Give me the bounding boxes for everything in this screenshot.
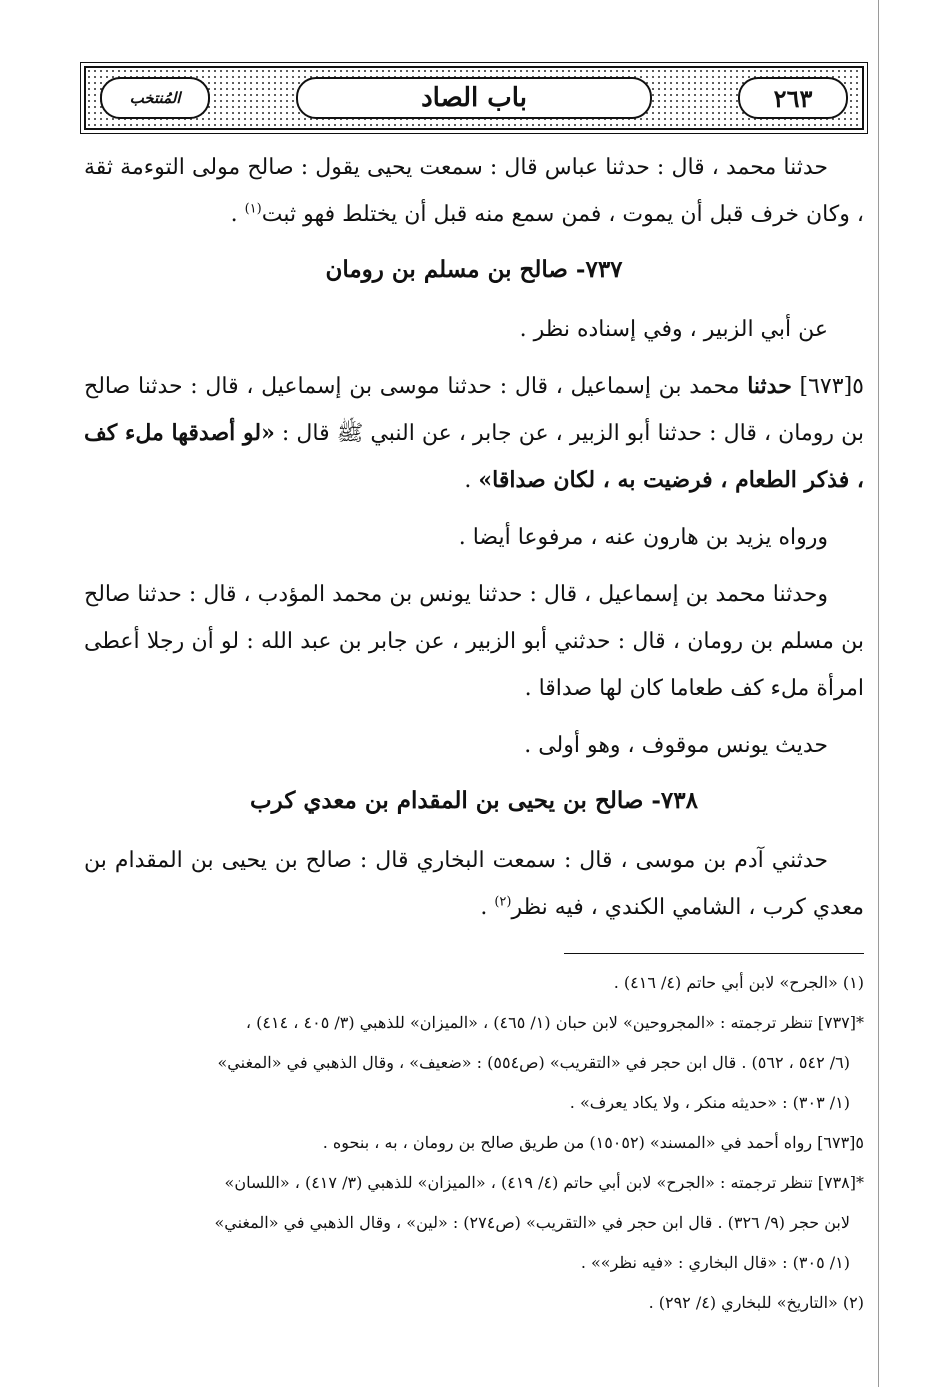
footnote-separator	[564, 953, 864, 954]
footnote-738-line-1: *[٧٣٨] تنظر ترجمته : «الجرح» لابن أبي حاتم (٤/ ٤١٩) ، «الميزان» للذهبي (٣/ ٤١٧) ، «اللسان»	[224, 1173, 864, 1192]
publisher-logo	[100, 77, 210, 119]
footnote-1: (١) «الجرح» لابن أبي حاتم (٤/ ٤١٦) .	[613, 973, 864, 992]
hadith-end: .	[464, 468, 472, 493]
paragraph-5: وحدثنا محمد بن إسماعيل ، قال : حدثنا يونس بن محمد المؤدب ، قال : حدثنا صالح بن مسلم بن رومان ، قال : حدثني أبو الزبير ، عن جابر بن عبد الله : لو أن رجلا أعطى امرأة ملء كف طعاما كان لها صداقا .	[84, 582, 864, 701]
paragraph-1: حدثنا محمد ، قال : حدثنا عباس قال : سمعت يحيى يقول : صالح مولى التوءمة ثقة ، وكان خرف قبل أن يموت ، فمن سمع منه قبل أن يختلط فهو ثبت$^{(١)}$ .	[84, 155, 864, 227]
entry-heading-738: ٧٣٨- صالح بن يحيى بن المقدام بن معدي كرب	[250, 787, 698, 814]
paragraph-2: عن أبي الزبير ، وفي إسناده نظر .	[519, 317, 828, 342]
footnote-ref-2: (٢)	[494, 894, 512, 910]
page-number: ٢٦٣	[773, 83, 813, 113]
paragraph-1-text: حدثنا محمد ، قال : حدثنا عباس قال : سمعت يحيى يقول : صالح مولى التوءمة ثقة ، وكان خرف قبل أن يموت ، فمن سمع منه قبل أن يختلط فهو ثبت	[84, 155, 864, 227]
main-text	[84, 144, 864, 931]
page-edge-rule	[878, 0, 879, 1387]
hadith-number-673: ٥[٦٧٣]	[799, 374, 864, 399]
publisher-logo-text: المُنتخب	[129, 89, 181, 107]
page	[84, 66, 864, 1326]
footnote-673: ٥[٦٧٣] رواه أحمد في «المسند» (١٥٠٥٢) من طريق صالح بن رومان ، به ، بنحوه .	[322, 1133, 864, 1152]
hadith-quote: «لو أصدقها ملء كف ، فذكر الطعام ، فرضيت به ، لكان صداقا»	[84, 420, 864, 493]
paragraph-4: ورواه يزيد بن هارون عنه ، مرفوعا أيضا .	[458, 525, 828, 550]
entry-heading-737: ٧٣٧- صالح بن مسلم بن رومان	[325, 256, 623, 283]
footnote-738-line-3: (١/ ٣٠٥) : «قال البخاري : «فيه نظر»» .	[580, 1253, 850, 1272]
footnote-737-line-1: *[٧٣٧] تنظر ترجمته : «المجروحين» لابن حبان (١/ ٤٦٥) ، «الميزان» للذهبي (٣/ ٤٠٥ ، ٤١٤) ،	[245, 1013, 864, 1032]
footnote-738-line-2: لابن حجر (٩/ ٣٢٦) . قال ابن حجر في «التقريب» (ص٢٧٤) : «لين» ، وقال الذهبي في «المغني»	[214, 1213, 850, 1232]
hadith-673	[84, 363, 864, 504]
page-number-cartouche	[738, 77, 848, 119]
chapter-title-cartouche	[296, 77, 652, 119]
paragraph-7: حدثني آدم بن موسى ، قال : سمعت البخاري قال : صالح بن يحيى بن المقدام بن معدي كرب ، الشامي الكندي ، فيه نظر$^{(٢)}$ .	[84, 848, 864, 920]
paragraph-6: حديث يونس موقوف ، وهو أولى .	[524, 733, 828, 758]
footnotes	[84, 966, 864, 1320]
paragraph-7-text: حدثني آدم بن موسى ، قال : سمعت البخاري قال : صالح بن يحيى بن المقدام بن معدي كرب ، الشامي الكندي ، فيه نظر	[84, 848, 864, 920]
footnote-ref-1: (١)	[244, 201, 262, 217]
footnote-737-line-3: (١/ ٣٠٣) : «حديثه منكر ، ولا يكاد يعرف» .	[569, 1093, 850, 1112]
footnote-2: (٢) «التاريخ» للبخاري (٤/ ٢٩٢) .	[648, 1293, 864, 1312]
footnote-737-line-2: (٦/ ٥٤٢ ، ٥٦٢) . قال ابن حجر في «التقريب» (ص٥٥٤) : «ضعيف» ، وقال الذهبي في «المغني»	[217, 1053, 850, 1072]
hadith-lead-word: حدثنا	[747, 373, 792, 399]
chapter-title: باب الصاد	[421, 83, 527, 113]
hadith-chain: محمد بن إسماعيل ، قال : حدثنا موسى بن إسماعيل ، قال : حدثنا صالح بن رومان ، قال : حدثنا أبو الزبير ، عن جابر ، عن النبي ﷺ قال :	[84, 374, 864, 446]
running-header	[84, 66, 864, 130]
